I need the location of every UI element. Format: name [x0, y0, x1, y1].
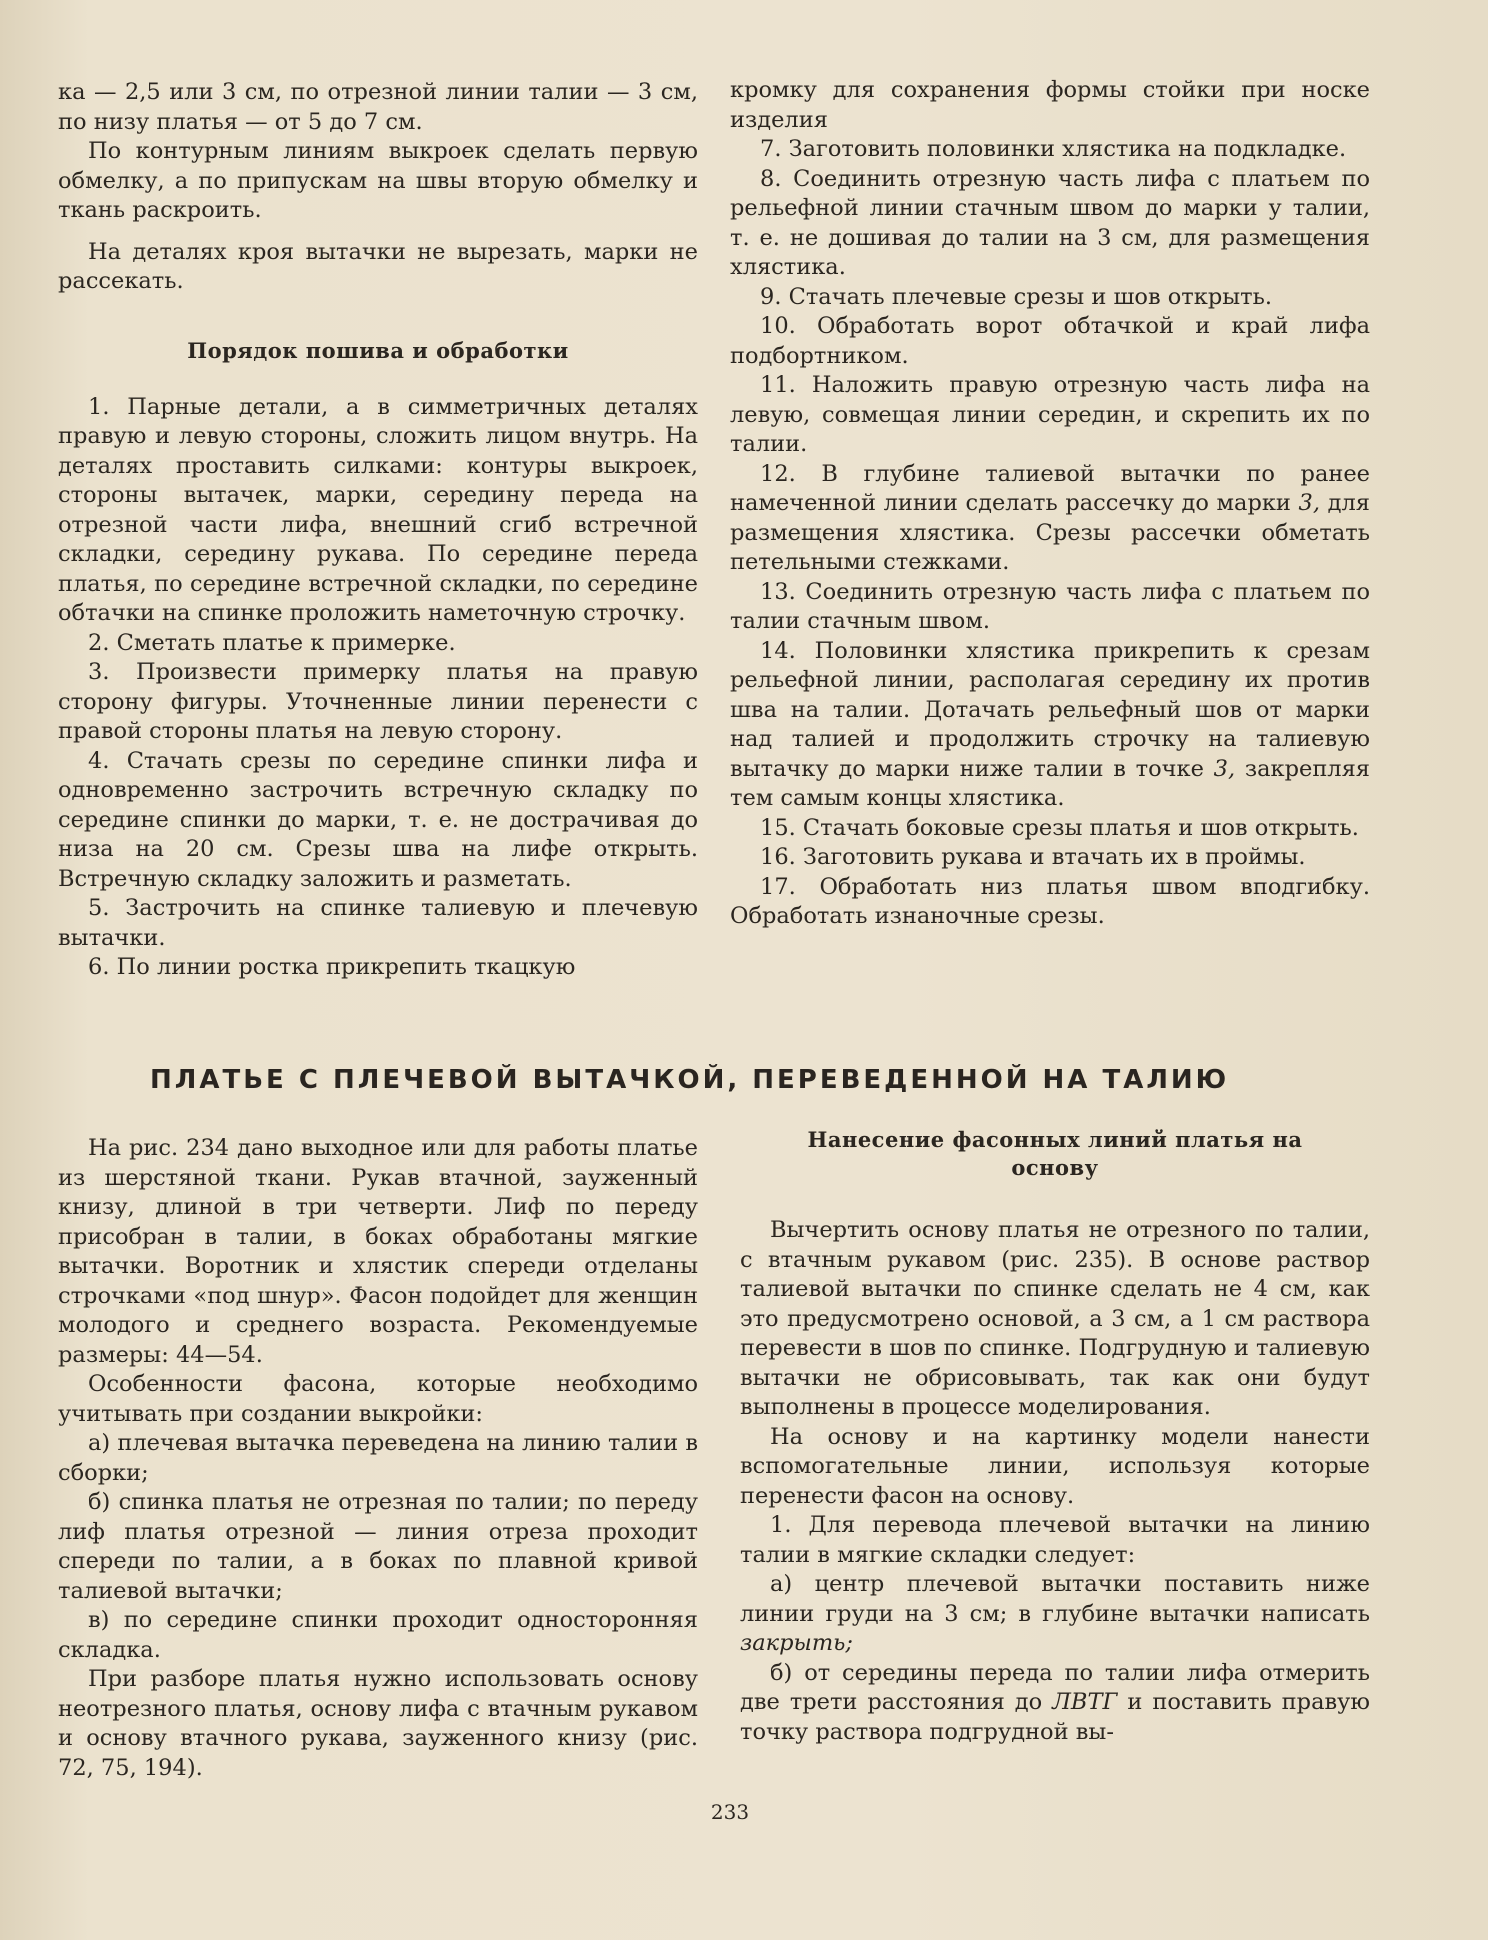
step-14 [730, 637, 1370, 814]
list-item [740, 1659, 1370, 1748]
paragraph: На рис. 234 дано выходное или для работы платье из шерстяной ткани. Рукав втачной, зауженный книзу, длиной в три четверти. Лиф по переду присобран в талии, в боках обработаны мягкие вытачки. Воротник и хлястик спереди отделаны строчками «под шнур». Фасон подойдет для женщин молодого и среднего возраста. Рекомендуемые размеры: 44—54. [58, 1135, 698, 1368]
paragraph: Вычертить основу платья не отрезного по талии, с втачным рукавом (рис. 235). В основе раствор талиевой вытачки по спинке сделать не 4 см, как это предусмотрено основой, а 3 см, а 1 см раствора перевести в шов по спинке. Подгрудную и талиевую вытачки не обрисовывать, так как они будут выполнены в процессе моделирования. [740, 1217, 1370, 1420]
step-4: 4. Стачать срезы по середине спинки лифа и одновременно застрочить встречную складку по середине спинки до марки, т. е. не дострачивая до низа на 20 см. Срезы шва на лифе открыть. Встречную складку заложить и разметать. [58, 747, 698, 892]
list-item: б) спинка платья не отрезная по талии; по переду лиф платья отрезной — линия отреза проходит спереди по талии, а в боках по плавной кривой талиевой вытачки; [58, 1489, 698, 1604]
step-10: 10. Обработать ворот обтачкой и край лифа подбортником. [730, 313, 1370, 369]
item-text: б) от середины переда по талии лифа отмерить две трети расстояния до [740, 1659, 1370, 1715]
step-13: 13. Соединить отрезную часть лифа с платьем по талии стачным швом. [730, 578, 1370, 634]
step-15: 15. Стачать боковые срезы платья и шов открыть. [760, 814, 1359, 841]
step-17: 17. Обработать низ платья швом вподгибку. Обработать изнаночные срезы. [730, 873, 1370, 929]
step-16: 16. Заготовить рукава и втачать их в проймы. [760, 844, 1306, 870]
step-2: 2. Сметать платье к примерке. [88, 629, 456, 656]
list-item [740, 1570, 1370, 1659]
step-8: 8. Соединить отрезную часть лифа с платьем по рельефной линии стачным швом до марки у талии, т. е. не дошивая до талии на 3 см, для размещения хлястика. [730, 165, 1370, 280]
list-item: в) по середине спинки проходит односторонняя складка. [58, 1607, 698, 1663]
column-bottom-left [58, 1134, 698, 1783]
step-text: для размещения хлястика. Срезы рассечки обметать петельными стежками. [730, 490, 1370, 575]
paragraph: Особенности фасона, которые необходимо учитывать при создании выкройки: [58, 1371, 698, 1427]
paragraph: 1. Для перевода плечевой вытачки на линию талии в мягкие складки следует: [740, 1512, 1370, 1568]
step-7: 7. Заготовить половинки хлястика на подкладке. [760, 136, 1347, 162]
step-3: 3. Произвести примерку платья на правую сторону фигуры. Уточненные линии перенести с правой стороны платья на левую сторону. [58, 659, 698, 744]
step-1: 1. Парные детали, а в симметричных деталях правую и левую стороны, сложить лицом внутрь. На деталях проставить силками: контуры выкроек, стороны вытачек, марки, середину переда на отрезной части лифа, внешний сгиб встречной складки, середину рукава. По середине переда платья, по середине встречной складки, по середине обтачки на спинке проложить наметочную строчку. [58, 393, 698, 626]
column-top-left [58, 78, 698, 983]
step-text: 12. В глубине талиевой вытачки по ранее намеченной линии сделать рассечку до марки [730, 460, 1370, 516]
section-subheading: Порядок пошива и обработки [187, 337, 569, 363]
page-number: 233 [710, 1800, 750, 1824]
paragraph: При разборе платья нужно использовать основу неотрезного платья, основу лифа с втачным рукавом и основу втачного рукава, зауженного книзу (рис. 72, 75, 194). [58, 1666, 698, 1781]
step-11: 11. Наложить правую отрезную часть лифа на левую, совмещая линии середин, и скрепить их по талии. [730, 372, 1370, 457]
step-12 [730, 460, 1370, 578]
step-5: 5. Застрочить на спинке талиевую и плечевую вытачки. [58, 895, 698, 951]
mark-number: 3, [1298, 490, 1321, 516]
step-9: 9. Стачать плечевые срезы и шов открыть. [760, 283, 1272, 310]
step-6: 6. По линии ростка прикрепить ткацкую [88, 954, 576, 980]
item-text: и поставить правую точку раствора подгрудной вы- [740, 1689, 1370, 1745]
section-heading: ПЛАТЬЕ С ПЛЕЧЕВОЙ ВЫТАЧКОЙ, ПЕРЕВЕДЕННОЙ НА ТАЛИЮ [150, 1065, 1230, 1095]
paragraph: По контурным линиям выкроек сделать первую обмелку, а по припускам на швы вторую обмелку и ткань раскроить. [58, 138, 698, 223]
italic-abbreviation: ЛВТГ [1052, 1689, 1118, 1715]
item-text: а) центр плечевой вытачки поставить ниже линии груди на 3 см; в глубине вытачки написать [740, 1571, 1370, 1627]
list-item: а) плечевая вытачка переведена на линию талии в сборки; [58, 1430, 698, 1486]
mark-number: 3, [1213, 755, 1236, 782]
italic-word: закрыть; [740, 1630, 854, 1656]
column-top-right [730, 76, 1370, 932]
paragraph: ка — 2,5 или 3 см, по отрезной линии талии — 3 см, по низу платья — от 5 до 7 см. [58, 79, 698, 135]
paragraph: На основу и на картинку модели нанести вспомогательные линии, используя которые перенести фасон на основу. [740, 1423, 1370, 1509]
paragraph: кромку для сохранения формы стойки при носке изделия [730, 77, 1370, 133]
section-subheading: Нанесение фасонных линий платья на основу [807, 1127, 1303, 1180]
paragraph: На деталях кроя вытачки не вырезать, марки не рассекать. [58, 238, 698, 294]
step-text: 14. Половинки хлястика прикрепить к срезам рельефной линии, располагая середину их против шва на талии. Дотачать рельефный шов от марки над талией и продолжить строчку на талиевую вытачку до марки ниже талии в точке [730, 637, 1370, 782]
step-text: закрепляя тем самым концы хлястика. [730, 755, 1370, 811]
column-bottom-right [740, 1126, 1370, 1747]
